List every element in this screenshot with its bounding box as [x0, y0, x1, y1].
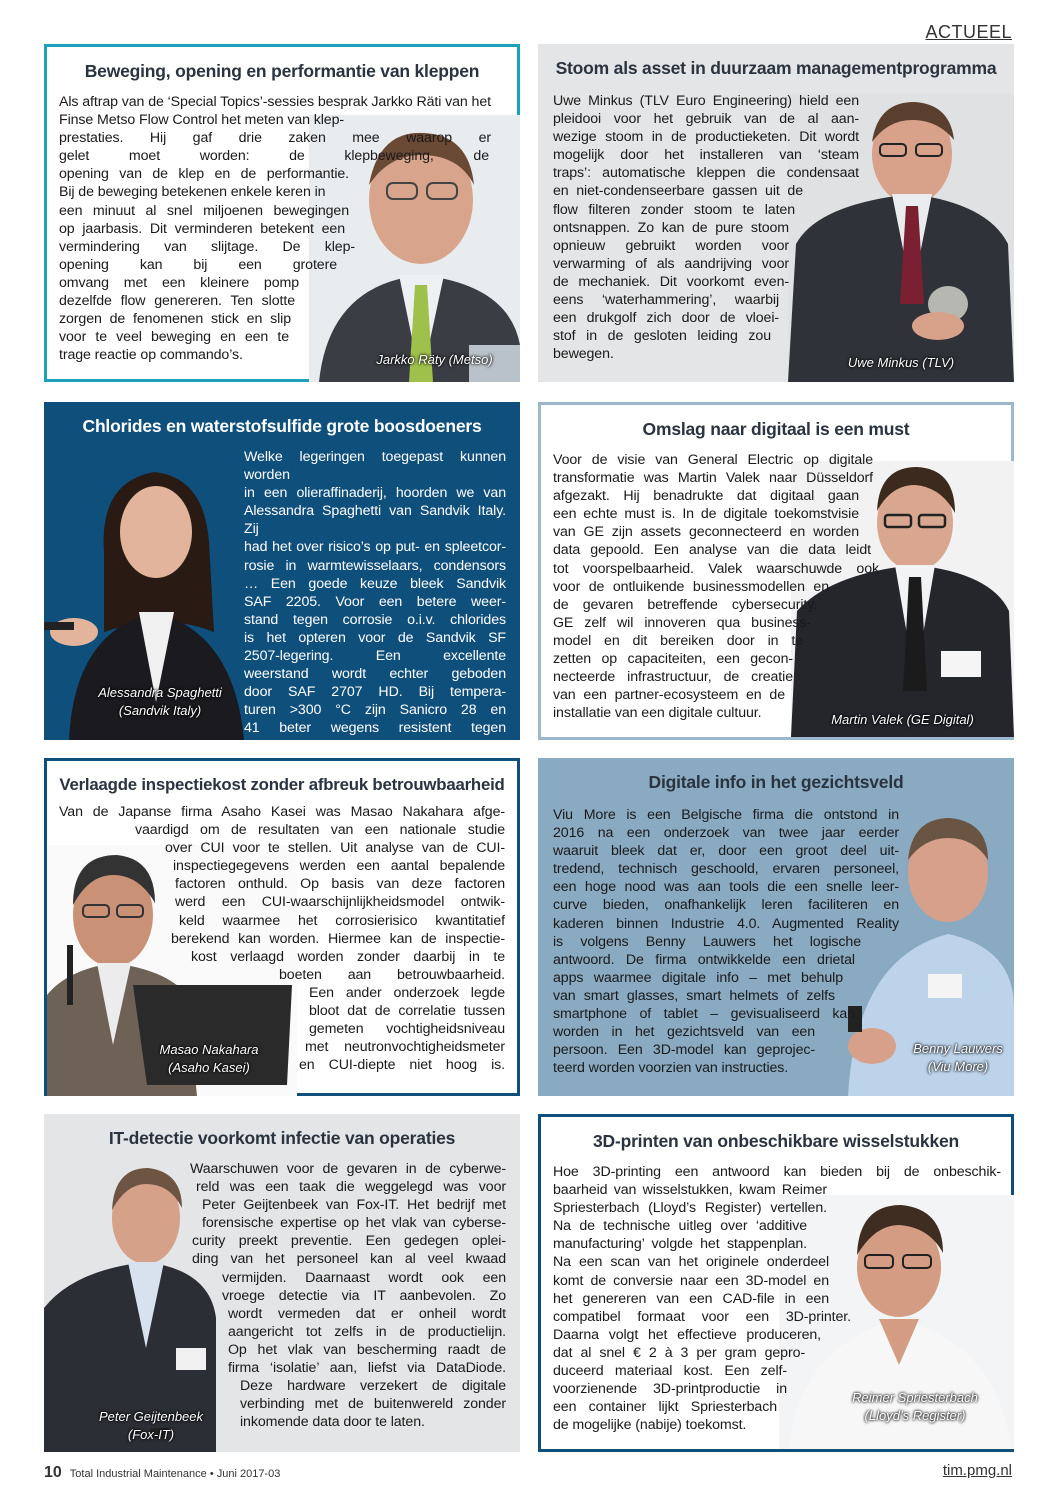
article-line: is volgens Benny Lauwers het logische [553, 933, 861, 950]
article-line: verbinding met de buitenwereld zonder [240, 1396, 506, 1413]
article-inspectiekost [44, 758, 520, 1096]
article-line: bloot dat de correlatie tussen [309, 1003, 505, 1020]
article-line: zorgen de fenomenen stick en slip [59, 311, 291, 328]
article-line: kost verlaagd worden zonder daarbij in te [191, 948, 505, 965]
article-line: GE zelf wil innoveren qua business- [553, 614, 811, 631]
article-line: Alessandra Spaghetti van Sandvik Italy. Zij [244, 503, 506, 538]
article-line: Welke legeringen toegepast kunnen worden [244, 449, 506, 484]
photo-caption-line: Peter Geijtenbeek [98, 1409, 204, 1424]
article-line: stand tegen corrosie o.i.v. chlorides [244, 611, 506, 628]
publication-info: Total Industrial Maintenance • Juni 2017-03 [69, 1468, 281, 1480]
article-line: wezige stoom in de productieketen. Dit wordt [553, 129, 859, 146]
article-line: vroege detectie via IT aanbevolen. Zo [222, 1287, 506, 1304]
article-line: zetten op capaciteiten, een gecon- [553, 651, 793, 668]
article-line: mogelijk door het installeren van ‘steam [553, 147, 859, 164]
photo-caption-line: (Lloyd’s Register) [864, 1408, 966, 1423]
article-line: voor te veel beweging en een te [59, 329, 289, 346]
article-line: de mogelijke (nabije) toekomst. [553, 1417, 747, 1434]
photo-caption: Jarkko Räty (Metso) [376, 352, 493, 367]
article-line: data gepoold. Een analyse van die data leidt [553, 542, 871, 559]
article-line: en niet-condenseerbare gassen uit de [553, 183, 803, 200]
photo-caption-line: Reimer Spriesterbach [852, 1390, 978, 1405]
article-line: Peter Geijtenbeek van Fox-IT. Het bedrijf met [202, 1197, 506, 1214]
article-line: duceerd materiaal kost. Een zelf- [553, 1363, 787, 1380]
article-chlorides [44, 402, 520, 755]
article-line: model en dit bereiken door in te [553, 632, 803, 649]
article-line: tot voorspelbaarheid. Valek waarschuwde ook [553, 560, 879, 577]
article-line: traps’: automatische kleppen die condensaat [553, 165, 859, 182]
footer-publication [44, 1464, 280, 1482]
article-line: Bij de beweging betekenen enkele keren in [59, 184, 326, 201]
photo-caption-line: Alessandra Spaghetti [98, 685, 222, 700]
article-line: is het opteren voor de Sandvik SF [244, 629, 506, 646]
article-line: persoon. Een 3D-model kan geprojec- [553, 1042, 815, 1059]
page-number: 10 [44, 1464, 62, 1481]
article-line: op jaarbasis. Dit verminderen betekent een [59, 220, 345, 237]
article-line: omvang met een kleinere pomp [59, 274, 299, 291]
article-stoom [538, 44, 1014, 382]
article-line: vermijden. Daarnaast wordt ook een [222, 1269, 506, 1286]
article-line: baarheid van wisselstukken, kwam Reimer [553, 1182, 827, 1199]
article-line: Hoe 3D-printing een antwoord kan bieden bij de onbeschik- [553, 1164, 1001, 1180]
article-line: dezelfde flow genereren. Ten slotte [59, 293, 295, 310]
article-line: 2507-legering. Een excellente [244, 648, 506, 665]
article-line: Spriesterbach (Lloyd’s Register) vertellen. [553, 1200, 827, 1217]
article-line: pleidooi voor het gebruik van de al aan- [553, 111, 859, 128]
article-line: van smart glasses, smart helmets of zelfs [553, 987, 835, 1004]
article-it-detectie [44, 1114, 520, 1452]
article-line: had het over risico’s op put- en spleetcor- [244, 539, 506, 556]
article-line: voorzienende 3D-printproductie in [553, 1381, 787, 1398]
section-label: ACTUEEL [925, 22, 1012, 42]
article-line: ontsnappen. Zo kan de pure stoom [553, 219, 789, 236]
photo-caption-line: Masao Nakahara [159, 1042, 259, 1057]
article-line: inspectiegegevens werden een aantal bepalende [173, 858, 505, 875]
article-line: komt de conversie naar een 3D-model en [553, 1272, 829, 1289]
article-line: worden in het gezichtsveld van een [553, 1024, 815, 1041]
article-digitaal [538, 402, 1014, 740]
photo-alessandra-spaghetti [44, 462, 249, 740]
article-line: apps waarmee digitale info – met behulp [553, 969, 843, 986]
article-line: firma ‘isolatie’ aan, liefst via DataDiode. [228, 1360, 506, 1377]
article-line: Als aftrap van de ‘Special Topics’-sessies besprak Jarkko Räti van het Finse Metso Flow Control het meten van klep- [59, 94, 491, 129]
article-line: door SAF 2707 HD. Bij tempera- [244, 684, 506, 701]
article-line: van een partner-ecosysteem en de [553, 687, 785, 704]
article-line: een minuut al snel miljoenen bewegingen [59, 202, 349, 219]
article-line: over CUI voor te stellen. Uit analyse van de CUI- [165, 840, 505, 857]
article-line: een echte must is. In de digitale toekomstvisie [553, 506, 859, 523]
article-line: weerstand wordt echter geboden [244, 666, 506, 683]
article-line: flow filteren zonder stoom te laten [553, 201, 795, 218]
article-line: trage reactie op commando’s. [59, 347, 243, 364]
article-line: en CUI-diepte niet hoog is. [299, 1057, 505, 1074]
article-line: wordt vermeden dat er onheil wordt [228, 1305, 506, 1322]
article-line: curve bieden, onafhankelijk leren faciliteren en [553, 897, 899, 914]
article-line: rosie in warmtewisselaars, condensors [244, 557, 506, 574]
article-line: curity preekt preventie. Een gedegen oplei- [192, 1233, 506, 1250]
article-line: smartphone of tablet – gevisualiseerd kan [553, 1006, 855, 1023]
article-title: Verlaagde inspectiekost zonder afbreuk betrouwbaarheid [59, 775, 505, 794]
article-line: teerd worden voorzien van instructies. [553, 1060, 789, 1077]
article-title: Omslag naar digitaal is een must [642, 419, 910, 439]
article-line: de gevaren betreffende cybersecurity. [553, 596, 817, 613]
article-line: het genereren van een CAD-file in een [553, 1290, 829, 1307]
article-line: van GE zijn assets geconnecteerd en worden [553, 524, 859, 541]
photo-caption-line: (Sandvik Italy) [118, 703, 202, 718]
article-line: 2016 na een onderzoek van twee jaar eerder [553, 825, 899, 842]
article-line: installatie van een digitale cultuur. [553, 705, 762, 722]
article-line: prestaties. Hij gaf drie zaken mee waarop er [59, 130, 491, 147]
article-line: bewegen. [553, 346, 614, 363]
article-line: Op het vlak van bescherming raadt de [228, 1341, 506, 1358]
article-line: Uwe Minkus (TLV Euro Engineering) hield een [553, 93, 859, 109]
article-klepprestaties [44, 44, 520, 382]
article-line: dat al snel € 2 à 3 per gram gepro- [553, 1344, 805, 1361]
article-line: met neutronvochtigheidsmeter [305, 1039, 505, 1056]
article-title: Stoom als asset in duurzaam managementprogramma [555, 58, 997, 78]
article-line: tredend, technisch geschoold, ervaren personeel, [553, 861, 899, 878]
article-line: forensische expertise op het vlak van cyberse- [202, 1215, 506, 1232]
article-line: vaardigd om de resultaten van een nationale studie [135, 822, 505, 839]
article-line: Een ander onderzoek legde [309, 984, 505, 1001]
article-line: in een olieraffinaderij, hoorden we van [244, 485, 506, 502]
article-line: afgezakt. Hij benadrukte dat digitaal gaan [553, 488, 859, 505]
article-line: verwarming of als aandrijving voor [553, 255, 789, 272]
article-line: boeten aan betrouwbaarheid. [279, 966, 505, 983]
article-line: Deze hardware verzekert de digitale [240, 1378, 506, 1395]
article-line: berekend kan worden. Hiermee kan de inspectie- [171, 930, 505, 947]
article-line: keld waarmee het corrosierisico kwantitatief [179, 912, 505, 929]
article-line: inkomende data door te laten. [240, 1414, 425, 1431]
article-line: gemeten vochtigheidsniveau [309, 1021, 505, 1038]
article-line: gelet moet worden: de klepbeweging, de [59, 148, 489, 165]
article-line: Daarna volgt het effectieve produceren, [553, 1326, 821, 1343]
article-line: ding van het personeel kan al veel kwaad [192, 1251, 506, 1268]
article-line: eens ‘waterhammering’, waarbij [553, 292, 779, 309]
article-line: necteerde infrastructuur, de creatie [553, 669, 793, 686]
article-line: antwoord. De firma ontwikkelde een drietal [553, 951, 855, 968]
article-line: compatibel formaat voor een 3D-printer. [553, 1308, 851, 1325]
article-digitale-info [538, 758, 1014, 1096]
article-line: een drukgolf zich door de vloei- [553, 310, 779, 327]
article-line: Na een scan van het originele onderdeel [553, 1254, 829, 1271]
article-line: factoren onthuld. Op basis van deze factoren [175, 876, 505, 893]
article-line: … Een goede keuze bleek Sandvik [244, 575, 506, 592]
photo-caption: Uwe Minkus (TLV) [847, 355, 955, 370]
article-line: turen >300 °C zijn Sanicro 28 en [244, 702, 506, 719]
article-line: Waarschuwen voor de gevaren in de cyberwe- [190, 1161, 506, 1177]
article-line: Viu More is een Belgische firma die ontstond in [553, 807, 899, 823]
article-line: waterstofsulfide. [244, 738, 345, 755]
article-line: opening van de klep en de performantie. [59, 166, 349, 183]
article-line: transformatie was Martin Valek naar Düsseldorf [553, 470, 873, 487]
article-line: waaruit bleek dat er, door een groot deel uit- [553, 843, 899, 860]
article-line: opnieuw gebruikt worden voor [553, 237, 789, 254]
photo-caption-line: Benny Lauwers [913, 1041, 1003, 1056]
article-line: Van de Japanse firma Asaho Kasei was Masao Nakahara afge- [59, 804, 505, 820]
article-title: IT-detectie voorkomt infectie van operaties [108, 1128, 456, 1148]
photo-caption-line: (Asaho Kasei) [168, 1060, 250, 1075]
article-title: Chlorides en waterstofsulfide grote boosdoeners [82, 416, 482, 436]
article-line: vermindering van slijtage. De klep- [59, 238, 355, 255]
article-line: een hoge nood was aan tools die een snelle leer- [553, 879, 899, 896]
photo-caption: Martin Valek (GE Digital) [831, 712, 974, 727]
website-link[interactable]: tim.pmg.nl [942, 1462, 1012, 1479]
article-line: SAF 2205. Voor een betere weer- [244, 593, 506, 610]
article-title: 3D-printen van onbeschikbare wisselstukken [592, 1131, 960, 1151]
article-line: Voor de visie van General Electric op digitale [553, 452, 873, 468]
article-title: Beweging, opening en performantie van kleppen [84, 61, 480, 81]
article-line: Na de technische uitleg over ‘additive [553, 1218, 807, 1235]
article-line: stof in de gesloten leiding zou [553, 328, 771, 345]
photo-caption-line: (Viu More) [927, 1059, 989, 1074]
article-3d-printen [538, 1114, 1014, 1452]
article-line: werd een CUI-waarschijnlijkheidsmodel ontwik- [175, 894, 505, 911]
article-line: opening kan bij een grotere [59, 256, 337, 273]
article-line: manufacturing’ volgde het stappenplan. [553, 1236, 807, 1253]
article-line: de mechaniek. Dit voorkomt even- [553, 273, 789, 290]
article-line: reld was een taak die weggelegd was voor [196, 1179, 506, 1196]
photo-caption-line: (Fox-IT) [127, 1427, 175, 1442]
article-line: aangericht tot zelfs in de productielijn. [228, 1323, 506, 1340]
article-line: voor de ontluikende businessmodellen en [553, 578, 829, 595]
article-title: Digitale info in het gezichtsveld [648, 772, 904, 792]
article-line: kaderen binnen Industrie 4.0. Augmented Reality [553, 915, 899, 932]
article-line: 41 beter wegens resistent tegen [244, 720, 506, 737]
article-line: een container lijkt Spriesterbach [553, 1399, 777, 1416]
